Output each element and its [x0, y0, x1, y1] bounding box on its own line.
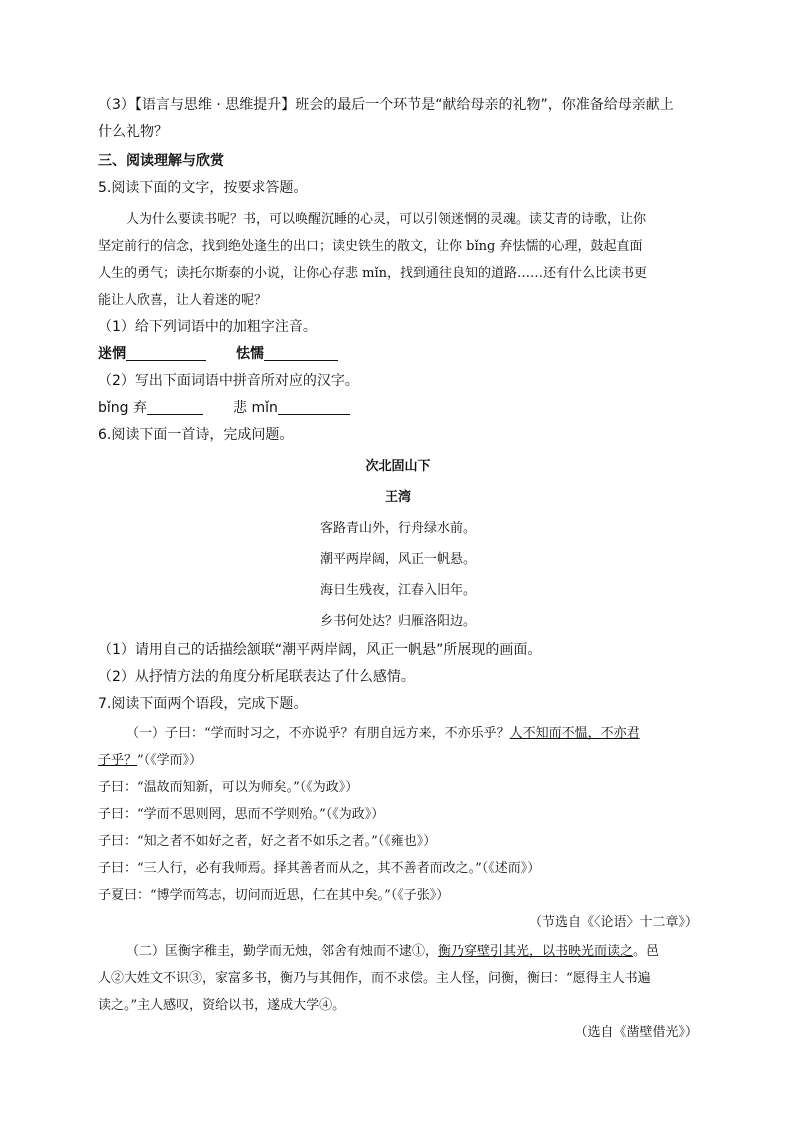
poem-line: 海日生残夜，江春入旧年。	[319, 583, 476, 598]
answer-blank[interactable]	[278, 398, 350, 415]
analects-line: 子夏曰：“博学而笃志，切问而近思，仁在其中矣。”（《子张》）	[98, 888, 450, 903]
pinyin-bei-min: 悲 mǐn	[233, 400, 278, 416]
poem-title: 次北固山下	[365, 459, 431, 474]
poem-line: 潮平两岸阔，风正一帆悬。	[319, 552, 476, 567]
poem-block	[98, 451, 698, 637]
q5-sub-question-2: （2）写出下面词语中拼音所对应的汉字。	[98, 373, 359, 389]
word-miwang: 迷惘	[98, 346, 126, 362]
underlined-text: 人不知而不愠，不亦君	[509, 726, 640, 741]
poem-line: 客路青山外，行舟绿水前。	[319, 521, 476, 536]
q5-passage-line-4: 能让人欣喜，让人着迷的呢？	[98, 293, 268, 308]
q5-passage-line-3: 人生的勇气；读托尔斯泰的小说，让你心存悲 mǐn，找到通往良知的道路……还有什么比读书更	[98, 266, 647, 281]
q5-stem: 5.阅读下面的文字，按要求答题。	[98, 180, 308, 196]
analects-line-2	[98, 747, 698, 774]
analects-line-1	[98, 720, 698, 747]
q5-answer-row-1	[98, 341, 698, 368]
poem-author: 王湾	[384, 490, 411, 505]
q5-passage-line-2: 坚定前行的信念，找到绝处逢生的出口；读史铁生的散文，让你 bǐng 弃怯懦的心理，鼓起直面	[98, 239, 643, 254]
worksheet-page	[98, 92, 698, 1046]
kuangheng-line-2: 人②大姓文不识③，家富多书，衡乃与其佣作，而不求偿。主人怪，问衡，衡曰：“愿得主人书遍	[98, 971, 651, 986]
kuangheng-line-3: 读之。”主人感叹，资给以书，遂成大学④。	[98, 998, 346, 1013]
q5-answer-row-2	[98, 395, 698, 422]
kuangheng-text: （二）匡衡字稚圭，勤学而无烛，邻舍有烛而不逮①，	[126, 944, 439, 959]
kuangheng-line-1	[98, 938, 698, 965]
analects-text: ”（《学而》）	[137, 753, 203, 768]
q6-sub-question-2: （2）从抒情方法的角度分析尾联表达了什么感情。	[98, 669, 415, 685]
q6-sub-question-1: （1）请用自己的话描绘颔联“潮平两岸阔，风正一帆悬”所展现的画面。	[98, 642, 542, 658]
word-qienuo: 怯懦	[236, 346, 264, 362]
q3-line-1: （3）【语言与思维 · 思维提升】班会的最后一个环节是“献给母亲的礼物”，你准备给母亲献上	[98, 97, 674, 113]
analects-text: （一）子曰：“学而时习之，不亦说乎？有朋自远方来，不亦乐乎？	[126, 726, 510, 741]
answer-blank[interactable]	[147, 398, 203, 415]
q7-stem: 7.阅读下面两个语段，完成下题。	[98, 696, 308, 712]
kuangheng-source: （选自《凿壁借光》）	[574, 1025, 698, 1040]
answer-blank[interactable]	[126, 344, 206, 361]
answer-blank[interactable]	[264, 344, 338, 361]
q5-passage-line-1: 人为什么要读书呢？书，可以唤醒沉睡的心灵，可以引领迷惘的灵魂。读艾青的诗歌，让你	[126, 212, 647, 227]
underlined-text: 衡乃穿壁引其光，以书映光而读之	[438, 944, 634, 959]
analects-source: （节选自《〈论语〉十二章》）	[528, 915, 698, 930]
analects-line: 子曰：“学而不思则罔，思而不学则殆。”（《为政》）	[98, 807, 385, 822]
q3-line-2: 什么礼物？	[98, 124, 168, 140]
q5-sub-question-1: （1）给下列词语中的加粗字注音。	[98, 319, 317, 335]
analects-line: 子曰：“知之者不如好之者，好之者不如乐之者。”（《雍也》）	[98, 834, 437, 849]
analects-line: 子曰：“温故而知新，可以为师矣。”（《为政》）	[98, 780, 359, 795]
kuangheng-text: 。邑	[633, 944, 660, 959]
pinyin-bing-qi: bǐng 弃	[98, 400, 147, 416]
analects-line: 子曰：“三人行，必有我师焉。择其善者而从之，其不善者而改之。”（《述而》）	[98, 861, 541, 876]
poem-line: 乡书何处达？归雁洛阳边。	[319, 614, 476, 629]
section-title-reading: 三、阅读理解与欣赏	[98, 153, 224, 169]
underlined-text: 子乎？	[98, 753, 138, 768]
q6-stem: 6.阅读下面一首诗，完成问题。	[98, 427, 294, 443]
